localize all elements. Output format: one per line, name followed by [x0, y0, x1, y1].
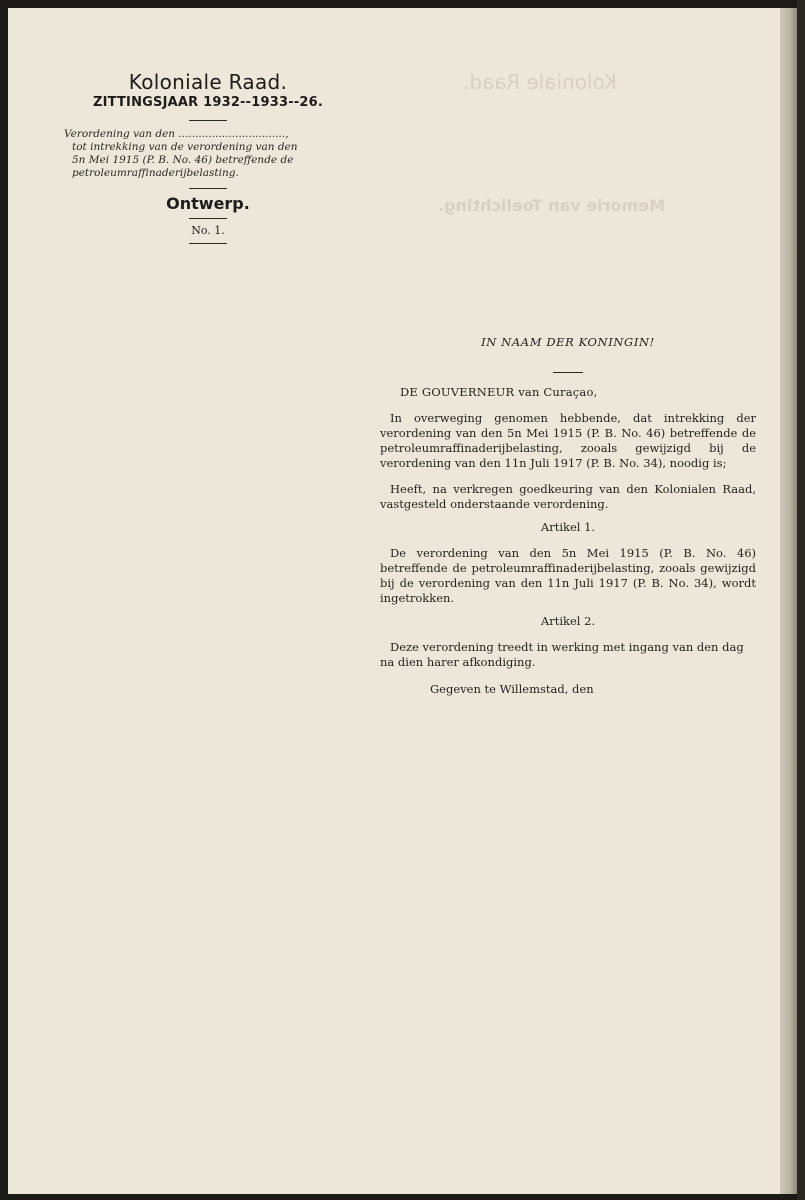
invocation: IN NAAM DER KONINGIN!: [481, 335, 655, 349]
left-column: [48, 70, 368, 244]
divider: [553, 372, 583, 373]
approval-paragraph: Heeft, na verkregen goedkeuring van den Kolonialen Raad, vastgesteld onderstaande verordening.: [380, 482, 756, 511]
preamble-paragraph: In overweging genomen hebbende, dat intrekking der verordening van den 5n Mei 1915 (P. B. No. 46) betreffende de petroleumraffinaderijbelasting, zooals gewijzigd bij de verordening van den 11n Juli 1917 (P. B. No. 34), noodig is;: [380, 411, 756, 470]
article-1-title: Artikel 1.: [540, 520, 596, 534]
subject-line: petroleumraffinaderijbelasting.: [72, 167, 239, 179]
divider: [189, 120, 227, 121]
subject-line: Verordening van den ................................,: [64, 128, 289, 140]
article-1-text: De verordening van den 5n Mei 1915 (P. B. No. 46) betreffende de petroleumraffinaderijbelasting, zooals gewijzigd bij de verordening van den 11n Juli 1917 (P. B. No. 34), wordt ingetrokken.: [380, 546, 756, 605]
article-2-text: Deze verordening treedt in werking met ingang van den dag na dien harer afkondiging.: [380, 640, 744, 669]
subject-line: tot intrekking van de verordening van den: [72, 141, 298, 153]
session-year: ZITTINGSJAAR 1932--1933--26.: [92, 95, 324, 110]
bleed-through-title: Koloniale Raad.: [463, 70, 617, 94]
document-number: No. 1.: [191, 224, 225, 237]
divider: [189, 218, 227, 219]
article-2-title: Artikel 2.: [540, 614, 596, 628]
ordinance-body: [380, 335, 756, 697]
council-title: Koloniale Raad.: [128, 70, 288, 94]
bleed-through-heading: Memorie van Toelichting.: [438, 196, 665, 215]
divider: [189, 188, 227, 189]
scan-border: [797, 0, 805, 1200]
given-at-line: Gegeven te Willemstad, den: [430, 682, 594, 696]
governor-line: DE GOUVERNEUR van Curaçao,: [400, 385, 598, 399]
document-page: [8, 8, 780, 1194]
divider: [189, 243, 227, 244]
ordinance-subject: [64, 128, 326, 180]
draft-label: Ontwerp.: [166, 194, 250, 213]
subject-line: 5n Mei 1915 (P. B. No. 46) betreffende de: [72, 154, 294, 166]
binding-edge: [780, 8, 797, 1194]
